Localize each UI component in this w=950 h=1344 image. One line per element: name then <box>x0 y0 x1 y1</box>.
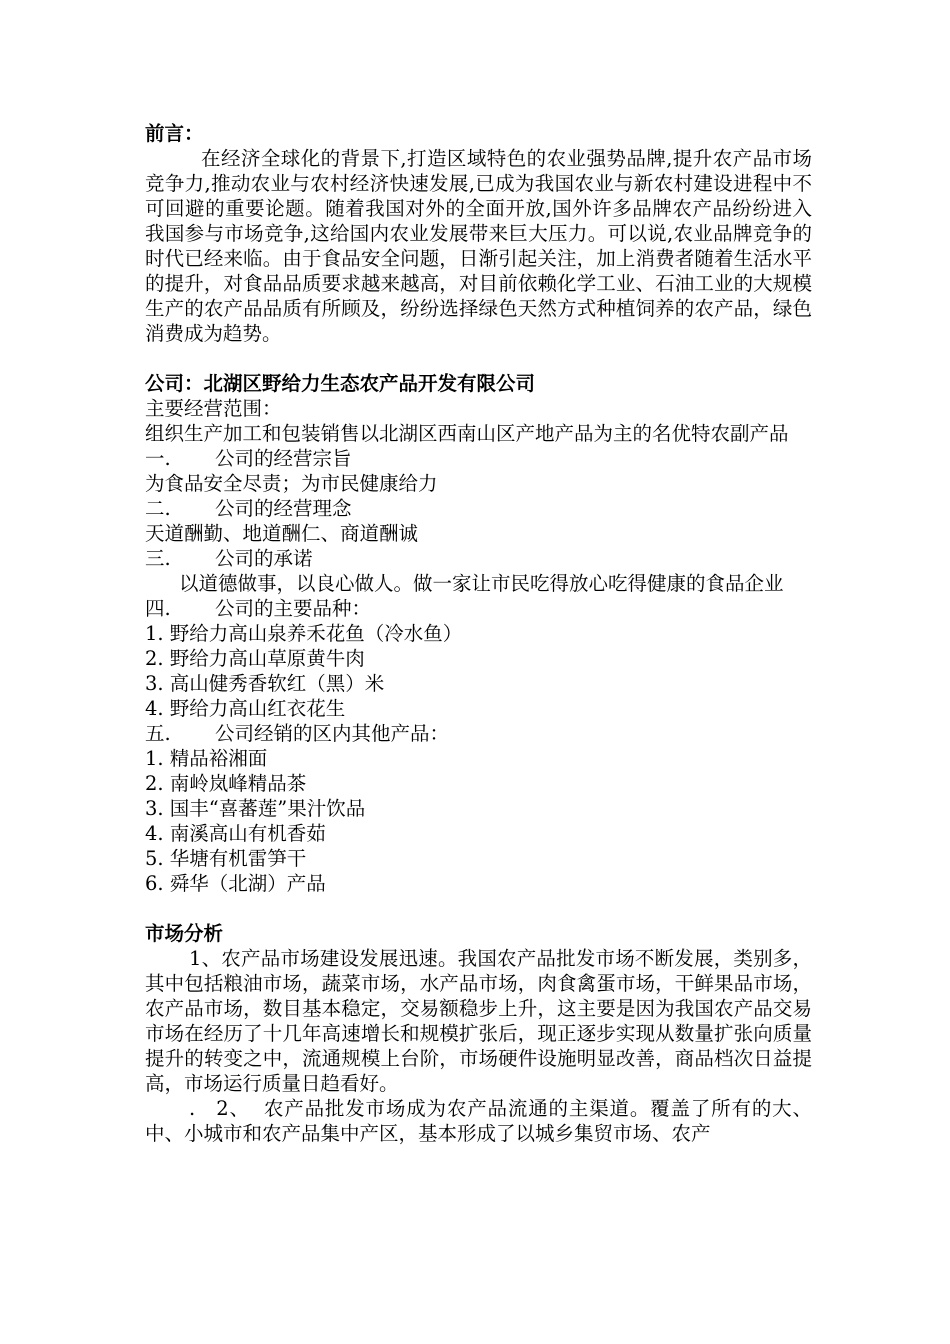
section-1-body: 为食品安全尽责；为市民健康给力 <box>145 472 438 495</box>
section-1-title <box>145 446 812 471</box>
other-product-item: 6. 舜华（北湖）产品 <box>145 872 326 895</box>
section-title: 公司的承诺 <box>215 547 313 570</box>
spacer <box>145 346 812 371</box>
product-item: 2. 野给力高山草原黄牛肉 <box>145 647 365 670</box>
section-number: 三. <box>145 547 171 570</box>
product-item: 4. 野给力高山红衣花生 <box>145 697 346 720</box>
product-item: 1. 野给力高山泉养禾花鱼（冷水鱼） <box>145 622 463 645</box>
preface-body: 在经济全球化的背景下,打造区域特色的农业强势品牌,提升农产品市场竞争力,推动农业与农村经济快速发展,已成为我国农业与新农村建设进程中不可回避的重要论题。随着我国对外的全面开放,国外许多品牌农产品纷纷进入我国参与市场竞争,这给国内农业发展带来巨大压力。可以说,农业品牌竞争的时代已经来临。由于食品安全问题，日渐引起关注，加上消费者随着生活水平的提升，对食品品质要求越来越高，对目前依赖化学工业、石油工业的大规模生产的农产品品质有所顾及，纷纷选择绿色天然方式种植饲养的农产品，绿色消费成为趋势。 <box>145 147 812 345</box>
preface-heading: 前言： <box>145 122 204 145</box>
section-number: 二. <box>145 497 171 520</box>
products-title <box>145 596 812 621</box>
product-item: 3. 高山健秀香软红（黑）米 <box>145 672 385 695</box>
scope-text: 组织生产加工和包装销售以北湖区西南山区产地产品为主的名优特农副产品 <box>145 422 789 445</box>
other-product-item: 5. 华塘有机雷笋干 <box>145 847 307 870</box>
section-title: 公司经销的区内其他产品： <box>215 722 450 745</box>
market-para-1: 1、农产品市场建设发展迅速。我国农产品批发市场不断发展，类别多，其中包括粮油市场，蔬菜市场，水产品市场，肉食禽蛋市场，干鲜果品市场，农产品市场，数目基本稳定，交易额稳步上升，这主要是因为我国农产品交易市场在经历了十几年高速增长和规模扩张后，现正逐步实现从数量扩张向质量提升的转变之中，流通规模上台阶，市场硬件设施明显改善，商品档次日益提高，市场运行质量日趋看好。 <box>145 947 812 1095</box>
company-heading: 公司：北湖区野给力生态农产品开发有限公司 <box>145 372 536 395</box>
section-title: 公司的经营宗旨 <box>215 447 352 470</box>
market-para-2: . 2、 农产品批发市场成为农产品流通的主渠道。覆盖了所有的大、中、小城市和农产品集中产区，基本形成了以城乡集贸市场、农产 <box>145 1097 812 1145</box>
section-number: 四. <box>145 597 171 620</box>
other-product-item: 2. 南岭岚峰精品茶 <box>145 772 307 795</box>
spacer <box>145 896 812 921</box>
document-page <box>145 121 812 1146</box>
section-3-title <box>145 546 812 571</box>
section-3-body: 以道德做事，以良心做人。做一家让市民吃得放心吃得健康的食品企业 <box>179 572 784 595</box>
other-product-item: 3. 国丰“喜蕃莲”果汁饮品 <box>145 797 366 820</box>
scope-label: 主要经营范围： <box>145 397 282 420</box>
section-2-title <box>145 496 812 521</box>
section-number: 一. <box>145 447 171 470</box>
other-products-title <box>145 721 812 746</box>
other-product-item: 4. 南溪高山有机香茹 <box>145 822 326 845</box>
section-title: 公司的经营理念 <box>215 497 352 520</box>
section-title: 公司的主要品种： <box>215 597 372 620</box>
section-2-body: 天道酬勤、地道酬仁、商道酬诚 <box>145 522 419 545</box>
other-product-item: 1. 精品裕湘面 <box>145 747 268 770</box>
market-heading: 市场分析 <box>145 922 224 945</box>
section-number: 五. <box>145 722 171 745</box>
